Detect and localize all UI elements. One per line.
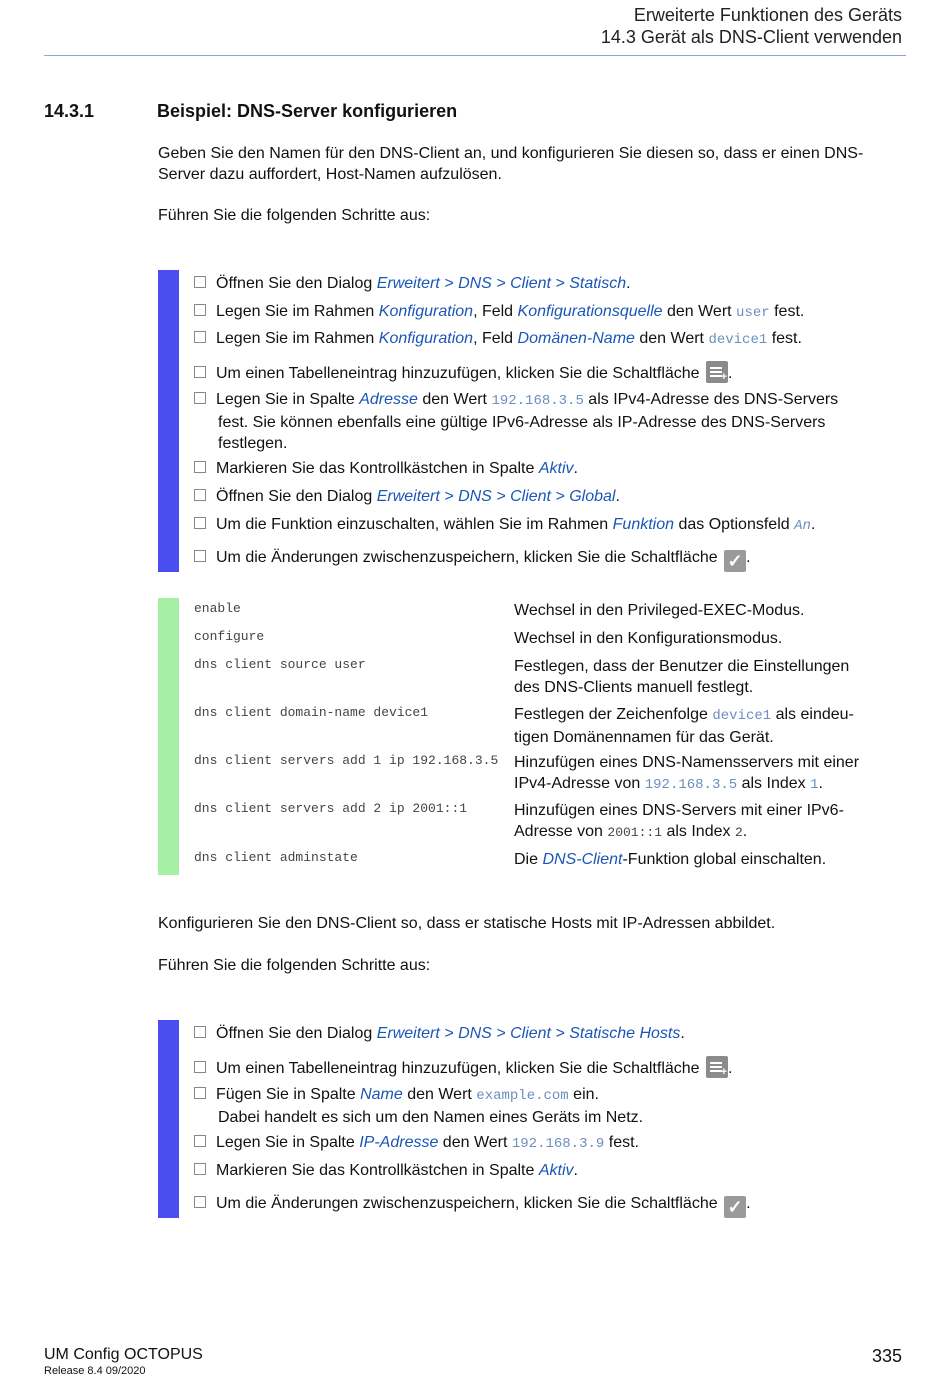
step-continuation: fest. Sie können ebenfalls eine gültige IPv6-Adresse als IP-Adresse des DNS-Servers xyxy=(218,414,826,431)
value-text: device1 xyxy=(708,332,768,348)
value-text: example.com xyxy=(476,1088,569,1104)
cli-command: enable xyxy=(194,601,241,616)
checkbox-icon xyxy=(194,304,206,316)
step-item: Um einen Tabelleneintrag hinzuzufügen, klicken Sie die Schaltfläche + . xyxy=(194,1056,904,1079)
checkbox-icon xyxy=(194,517,206,529)
function-name: DNS-Client xyxy=(542,851,623,868)
checkbox-icon xyxy=(194,461,206,473)
checkbox-icon xyxy=(194,1087,206,1099)
section-number: 14.3.1 xyxy=(44,101,95,121)
step-item: Um die Änderungen zwischenzuspeichern, klicken Sie die Schaltfläche ✓ . xyxy=(194,547,904,572)
value-text: 192.168.3.9 xyxy=(511,1136,605,1152)
step-item: Legen Sie in Spalte IP-Adresse den Wert 192.168.3.9 fest. xyxy=(194,1132,904,1155)
cli-command: dns client adminstate xyxy=(194,850,358,865)
cli-command: dns client servers add 2 ip 2001::1 xyxy=(194,801,468,816)
dialog-path-link[interactable]: Erweitert > DNS > Client > Statisch xyxy=(376,275,627,292)
step-item: Öffnen Sie den Dialog Erweitert > DNS > Client > Global. xyxy=(194,486,904,507)
column-name: Adresse xyxy=(359,391,418,408)
value-text: An xyxy=(794,518,811,534)
checkbox-icon xyxy=(194,1196,206,1208)
checkbox-icon xyxy=(194,1026,206,1038)
cli-command: dns client servers add 1 ip 192.168.3.5 xyxy=(194,753,499,768)
checkbox-icon xyxy=(194,331,206,343)
footer-doc-info xyxy=(44,1346,203,1378)
dialog-path-link[interactable]: Erweitert > DNS > Client > Statische Hosts xyxy=(376,1025,681,1042)
step-item: Um die Änderungen zwischenzuspeichern, klicken Sie die Schaltfläche ✓ . xyxy=(194,1193,904,1218)
steps-lead: Führen Sie die folgenden Schritte aus: xyxy=(158,957,431,974)
column-name: IP-Adresse xyxy=(359,1134,439,1151)
header-chapter: Erweiterte Funktionen des Geräts xyxy=(633,5,902,25)
intro-paragraph: Geben Sie den Namen für den DNS-Client an, und konfigurieren Sie diesen so, dass er einen DNS-Server dazu auffordert, Host-Namen aufzulösen. xyxy=(158,145,864,183)
cli-description: Hinzufügen eines DNS-Servers mit einer IPv6- Adresse von 2001::1 als Index 2. xyxy=(514,802,844,840)
cli-marker-bar xyxy=(158,598,179,875)
checkbox-icon xyxy=(194,1061,206,1073)
step-item: Öffnen Sie den Dialog Erweitert > DNS > Client > Statische Hosts. xyxy=(194,1023,904,1044)
header-divider xyxy=(44,55,906,56)
step-continuation: Dabei handelt es sich um den Namen eines Geräts im Netz. xyxy=(218,1109,644,1126)
step-item: Um die Funktion einzuschalten, wählen Sie im Rahmen Funktion das Optionsfeld An. xyxy=(194,514,904,537)
cli-command: dns client source user xyxy=(194,657,366,672)
value-text: device1 xyxy=(712,708,772,724)
step-item: Um einen Tabelleneintrag hinzuzufügen, klicken Sie die Schaltfläche + . xyxy=(194,361,904,384)
step-item: Fügen Sie in Spalte Name den Wert example.com ein. Dabei handelt es sich um den Namen eines Geräts im Netz. xyxy=(194,1084,904,1128)
cli-description: Wechsel in den Konfigurationsmodus. xyxy=(514,630,783,647)
cli-description: Festlegen der Zeichenfolge device1 als eindeu- tigen Domänennamen für das Gerät. xyxy=(514,706,854,746)
dialog-path-link[interactable]: Erweitert > DNS > Client > Global xyxy=(376,488,616,505)
checkbox-icon xyxy=(194,392,206,404)
header-section: 14.3 Gerät als DNS-Client verwenden xyxy=(600,27,902,47)
step-continuation: festlegen. xyxy=(218,435,288,452)
value-text: 1 xyxy=(810,777,819,793)
value-text: 192.168.3.5 xyxy=(644,777,738,793)
value-text: 192.168.3.5 xyxy=(491,393,584,409)
value-text: user xyxy=(736,305,770,321)
cli-description: Wechsel in den Privileged-EXEC-Modus. xyxy=(514,602,805,619)
steps-marker-bar xyxy=(158,270,179,572)
intro-paragraph: Konfigurieren Sie den DNS-Client so, dass er statische Hosts mit IP-Adressen abbildet. xyxy=(158,915,776,932)
page-number: 335 xyxy=(871,1346,902,1366)
step-item: Legen Sie in Spalte Adresse den Wert 192.168.3.5 als IPv4-Adresse des DNS-Servers fest. Sie können ebenfalls eine gültige IPv6-Adresse als IP-Adresse des DNS-Servers festlegen. xyxy=(194,389,904,454)
step-item: Markieren Sie das Kontrollkästchen in Spalte Aktiv. xyxy=(194,458,904,479)
column-name: Aktiv xyxy=(538,460,574,477)
frame-name: Konfiguration xyxy=(378,330,474,347)
checkbox-icon xyxy=(194,366,206,378)
cli-command: dns client domain-name device1 xyxy=(194,705,429,720)
step-item: Legen Sie im Rahmen Konfiguration, Feld Konfigurationsquelle den Wert user fest. xyxy=(194,301,904,324)
cli-description: Festlegen, dass der Benutzer die Einstellungen des DNS-Clients manuell festlegt. xyxy=(514,658,850,696)
field-name: Konfigurationsquelle xyxy=(517,303,663,320)
footer-release: Release 8.4 09/2020 xyxy=(44,1365,146,1377)
step-item: Markieren Sie das Kontrollkästchen in Spalte Aktiv. xyxy=(194,1160,904,1181)
column-name: Aktiv xyxy=(538,1162,574,1179)
value-text: 2001::1 xyxy=(607,825,662,840)
step-item: Legen Sie im Rahmen Konfiguration, Feld Domänen-Name den Wert device1 fest. xyxy=(194,328,904,351)
checkbox-icon xyxy=(194,550,206,562)
footer-doc-title: UM Config OCTOPUS xyxy=(44,1346,203,1363)
checkmark-save-icon[interactable]: ✓ xyxy=(724,550,746,572)
frame-name: Konfiguration xyxy=(378,303,474,320)
checkbox-icon xyxy=(194,1163,206,1175)
steps-marker-bar xyxy=(158,1020,179,1218)
table-add-icon[interactable]: + xyxy=(706,361,728,383)
value-text: 2 xyxy=(734,825,743,840)
step-item: Öffnen Sie den Dialog Erweitert > DNS > Client > Statisch. xyxy=(194,273,904,294)
cli-description: Hinzufügen eines DNS-Namensservers mit einer IPv4-Adresse von 192.168.3.5 als Index 1. xyxy=(514,754,860,793)
running-header xyxy=(601,4,902,48)
cli-command: configure xyxy=(194,629,265,644)
frame-name: Funktion xyxy=(612,516,675,533)
column-name: Name xyxy=(360,1086,403,1103)
checkbox-icon xyxy=(194,1135,206,1147)
checkbox-icon xyxy=(194,489,206,501)
checkmark-save-icon[interactable]: ✓ xyxy=(724,1196,746,1218)
table-add-icon[interactable]: + xyxy=(706,1056,728,1078)
checkbox-icon xyxy=(194,276,206,288)
section-title: Beispiel: DNS-Server konfigurieren xyxy=(157,101,458,121)
steps-lead: Führen Sie die folgenden Schritte aus: xyxy=(158,207,431,224)
field-name: Domänen-Name xyxy=(517,330,635,347)
cli-description: Die DNS-Client-Funktion global einschalten. xyxy=(514,851,827,868)
